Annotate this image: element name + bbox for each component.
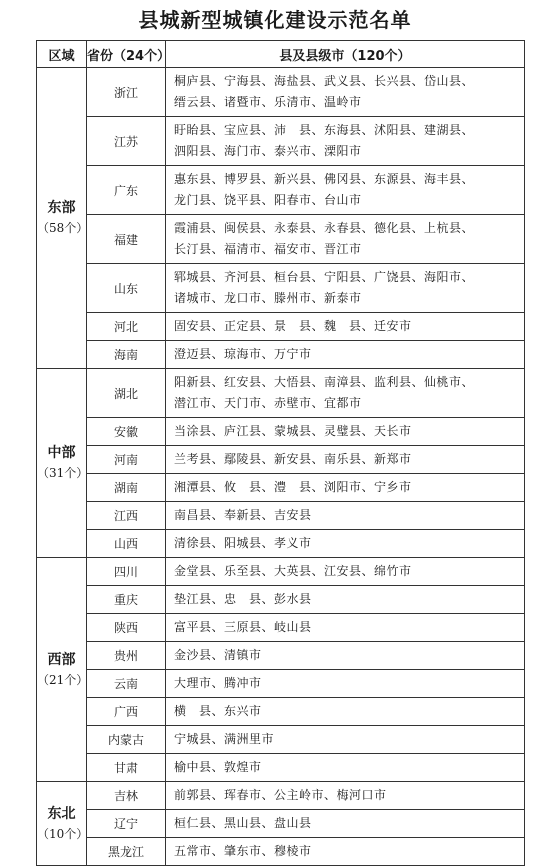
province-cell: 云南 [87,670,166,698]
county-list-line: 长汀县、福清市、福安市、晋江市 [174,242,362,256]
county-list-line: 桐庐县、宁海县、海盐县、武义县、长兴县、岱山县、 [174,74,475,88]
table-row [37,446,525,474]
demonstration-list-table [36,40,525,866]
counties-cell [166,698,525,726]
table-row [37,698,525,726]
province-cell: 内蒙古 [87,726,166,754]
counties-cell [166,446,525,474]
counties-cell [166,642,525,670]
county-list-line: 澄迈县、琼海市、万宁市 [174,347,312,361]
table-row [37,68,525,117]
region-cell [37,68,87,369]
counties-cell [166,369,525,418]
county-list-line: 诸城市、龙口市、滕州市、新泰市 [174,291,362,305]
county-list-line: 龙门县、饶平县、阳春市、台山市 [174,193,362,207]
province-cell: 四川 [87,558,166,586]
region-count: （31个） [37,466,89,480]
county-list-line: 清徐县、阳城县、孝义市 [174,536,312,550]
counties-cell [166,670,525,698]
region-name: 西部 [47,651,76,668]
province-cell: 湖南 [87,474,166,502]
table-row [37,215,525,264]
province-cell: 安徽 [87,418,166,446]
table-row [37,341,525,369]
page-title: 县城新型城镇化建设示范名单 [138,8,412,32]
counties-cell [166,586,525,614]
counties-cell [166,530,525,558]
county-list-line: 阳新县、红安县、大悟县、南漳县、监利县、仙桃市、 [174,375,475,389]
table-row [37,642,525,670]
counties-cell [166,614,525,642]
county-list-line: 大理市、腾冲市 [174,676,262,690]
county-list-line: 当涂县、庐江县、蒙城县、灵璧县、天长市 [174,424,412,438]
table-row [37,614,525,642]
counties-cell [166,810,525,838]
region-cell [37,369,87,558]
region-count: （21个） [37,672,89,687]
header-region: 区域 [37,41,87,68]
province-cell: 广西 [87,698,166,726]
county-list-line: 南昌县、奉新县、吉安县 [174,508,312,522]
county-list-line: 金堂县、乐至县、大英县、江安县、绵竹市 [174,564,412,578]
table-body [37,68,525,866]
province-cell: 山东 [87,264,166,313]
county-list-line: 前郭县、珲春市、公主岭市、梅河口市 [174,788,387,802]
counties-cell [166,502,525,530]
counties-cell [166,474,525,502]
table-row [37,754,525,782]
county-list-line: 霞浦县、闽侯县、永泰县、永春县、德化县、上杭县、 [174,221,475,235]
province-cell: 浙江 [87,68,166,117]
table-row [37,117,525,166]
counties-cell [166,558,525,586]
province-cell: 广东 [87,166,166,215]
table-row [37,670,525,698]
table-row [37,502,525,530]
table-row [37,369,525,418]
counties-cell [166,117,525,166]
table-row [37,586,525,614]
counties-cell [166,341,525,369]
table-row [37,558,525,586]
county-list-line: 榆中县、敦煌市 [174,760,262,774]
counties-cell [166,726,525,754]
province-cell: 江西 [87,502,166,530]
province-cell: 海南 [87,341,166,369]
county-list-line: 桓仁县、黑山县、盘山县 [174,816,312,830]
table-row [37,810,525,838]
table-header-row [37,41,525,68]
county-list-line: 横 县、东兴市 [174,704,262,718]
counties-cell [166,264,525,313]
province-cell: 陕西 [87,614,166,642]
counties-cell [166,68,525,117]
table-row [37,264,525,313]
table-row [37,782,525,810]
province-cell: 湖北 [87,369,166,418]
region-count: （58个） [37,221,89,235]
province-cell: 山西 [87,530,166,558]
counties-cell [166,166,525,215]
province-cell: 辽宁 [87,810,166,838]
counties-cell [166,782,525,810]
province-cell: 江苏 [87,117,166,166]
counties-cell [166,418,525,446]
table-row [37,166,525,215]
county-list-line: 郓城县、齐河县、桓台县、宁阳县、广饶县、海阳市、 [174,270,475,284]
counties-cell [166,838,525,866]
header-province: 省份（24个） [87,41,166,68]
county-list-line: 金沙县、清镇市 [174,648,262,662]
counties-cell [166,215,525,264]
table-row [37,726,525,754]
county-list-line: 富平县、三原县、岐山县 [174,620,312,634]
table-row [37,418,525,446]
table-row [37,838,525,866]
province-cell: 黑龙江 [87,838,166,866]
region-count: （10个） [37,826,89,841]
county-list-line: 垫江县、忠 县、彭水县 [174,592,312,606]
county-list-line: 兰考县、鄢陵县、新安县、南乐县、新郑市 [174,452,412,466]
province-cell: 河北 [87,313,166,341]
province-cell: 吉林 [87,782,166,810]
county-list-line: 固安县、正定县、景 县、魏 县、迁安市 [174,319,412,333]
province-cell: 福建 [87,215,166,264]
province-cell: 贵州 [87,642,166,670]
region-cell [37,558,87,782]
province-cell: 甘肃 [87,754,166,782]
counties-cell [166,754,525,782]
table-row [37,474,525,502]
table-row [37,313,525,341]
region-name: 中部 [47,445,76,461]
county-list-line: 潜江市、天门市、赤壁市、宜都市 [174,396,362,410]
region-cell [37,782,87,866]
county-list-line: 泗阳县、海门市、泰兴市、溧阳市 [174,144,362,158]
county-list-line: 宁城县、满洲里市 [174,732,275,746]
county-list-line: 缙云县、诸暨市、乐清市、温岭市 [174,95,362,109]
province-cell: 河南 [87,446,166,474]
county-list-line: 湘潭县、攸 县、澧 县、浏阳市、宁乡市 [174,480,412,494]
region-name: 东部 [47,200,76,216]
county-list-line: 惠东县、博罗县、新兴县、佛冈县、东源县、海丰县、 [174,172,475,186]
header-counties: 县及县级市（120个） [166,41,525,68]
county-list-line: 盱眙县、宝应县、沛 县、东海县、沭阳县、建湖县、 [174,123,475,137]
county-list-line: 五常市、肇东市、穆棱市 [174,844,312,858]
region-name: 东北 [47,805,76,822]
counties-cell [166,313,525,341]
province-cell: 重庆 [87,586,166,614]
table-row [37,530,525,558]
